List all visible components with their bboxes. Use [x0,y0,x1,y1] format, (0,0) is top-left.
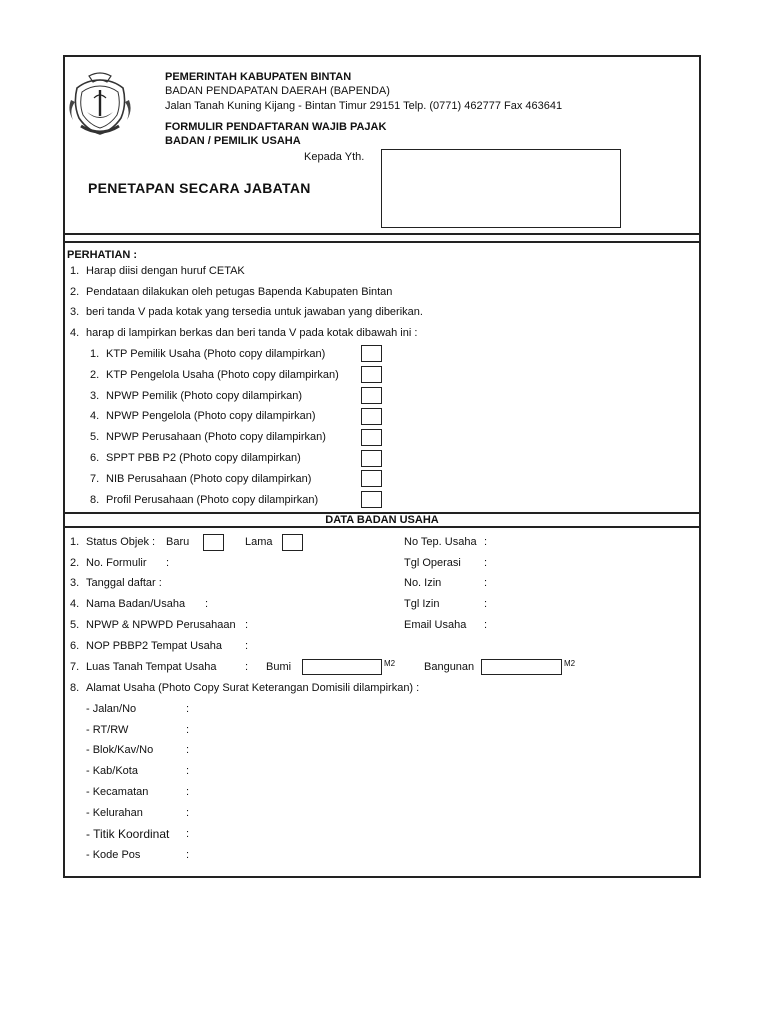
status-baru-checkbox[interactable] [203,534,224,551]
perhatian-heading: PERHATIAN : [67,249,138,261]
no-tep-usaha-colon: : [484,536,488,548]
regional-emblem-icon [67,68,133,138]
nop-pbbp2-label: NOP PBBP2 Tempat Usaha [86,640,222,652]
perhatian-text-4: harap di lampirkan berkas dan beri tanda V pada kotak dibawah ini : [86,327,418,339]
attachment-label-8: Profil Perusahaan (Photo copy dilampirkan) [106,494,319,506]
perhatian-num-1: 1. [70,265,80,277]
alamat-kelurahan-colon: : [186,807,190,819]
email-usaha-label: Email Usaha [404,619,467,631]
attachment-checkbox-1[interactable] [361,345,382,362]
alamat-jalan-colon: : [186,703,190,715]
npwp-npwpd-label: NPWP & NPWPD Perusahaan [86,619,236,631]
attachment-label-4: NPWP Pengelola (Photo copy dilampirkan) [106,410,316,422]
no-formulir-label: No. Formulir [86,557,147,569]
attachment-num-3: 3. [90,390,100,402]
field-num-2: 2. [70,557,80,569]
bumi-label: Bumi [266,661,292,673]
perhatian-text-1: Harap diisi dengan huruf CETAK [86,265,245,277]
attachment-checkbox-5[interactable] [361,429,382,446]
form-name: FORMULIR PENDAFTARAN WAJIB PAJAK [165,121,387,133]
alamat-rtrw-label: - RT/RW [86,724,129,736]
tgl-izin-colon: : [484,598,488,610]
alamat-koordinat-colon: : [186,828,190,840]
bangunan-unit: M2 [564,659,576,668]
alamat-jalan-label: - Jalan/No [86,703,137,715]
header-divider-2 [63,241,701,243]
alamat-blok-label: - Blok/Kav/No [86,744,154,756]
perhatian-num-2: 2. [70,286,80,298]
no-izin-colon: : [484,577,488,589]
email-usaha-colon: : [484,619,488,631]
alamat-koordinat-label: - Titik Koordinat [86,827,170,841]
alamat-rtrw-colon: : [186,724,190,736]
attachment-checkbox-4[interactable] [361,408,382,425]
alamat-blok-colon: : [186,744,190,756]
nama-badan-label: Nama Badan/Usaha [86,598,186,610]
attachment-label-1: KTP Pemilik Usaha (Photo copy dilampirkan) [106,348,326,360]
alamat-kabkota-colon: : [186,765,190,777]
npwp-npwpd-colon: : [245,619,249,631]
attachment-checkbox-2[interactable] [361,366,382,383]
luas-tanah-label: Luas Tanah Tempat Usaha [86,661,217,673]
no-tep-usaha-label: No Tep. Usaha [404,536,477,548]
alamat-kelurahan-label: - Kelurahan [86,807,143,819]
status-baru-label: Baru [166,536,190,548]
bangunan-input[interactable] [481,659,562,675]
alamat-kabkota-label: - Kab/Kota [86,765,138,777]
alamat-kecamatan-colon: : [186,786,190,798]
bumi-unit: M2 [384,659,396,668]
attachment-num-8: 8. [90,494,100,506]
tanggal-daftar-label: Tanggal daftar : [86,577,162,589]
header-address: Jalan Tanah Kuning Kijang - Bintan Timur 29151 Telp. (0771) 462777 Fax 463641 [165,100,563,112]
attachment-checkbox-3[interactable] [361,387,382,404]
page-title: PENETAPAN SECARA JABATAN [88,180,311,196]
attachment-num-1: 1. [90,348,100,360]
attachment-label-3: NPWP Pemilik (Photo copy dilampirkan) [106,390,303,402]
attachment-num-5: 5. [90,431,100,443]
field-num-7: 7. [70,661,80,673]
attachment-checkbox-7[interactable] [361,470,382,487]
bangunan-label: Bangunan [424,661,475,673]
attachment-label-5: NPWP Perusahaan (Photo copy dilampirkan) [106,431,326,443]
attachment-num-7: 7. [90,473,100,485]
field-num-1: 1. [70,536,80,548]
alamat-kodepos-label: - Kode Pos [86,849,141,861]
alamat-usaha-label: Alamat Usaha (Photo Copy Surat Keterangan Domisili dilampirkan) : [86,682,420,694]
field-num-3: 3. [70,577,80,589]
attachment-checkbox-8[interactable] [361,491,382,508]
attachment-label-2: KTP Pengelola Usaha (Photo copy dilampirkan) [106,369,339,381]
nop-pbbp2-colon: : [245,640,249,652]
data-usaha-heading: DATA BADAN USAHA [325,514,439,526]
tgl-operasi-colon: : [484,557,488,569]
attachment-num-6: 6. [90,452,100,464]
attachment-num-2: 2. [90,369,100,381]
perhatian-num-3: 3. [70,306,80,318]
field-num-4: 4. [70,598,80,610]
attachment-num-4: 4. [90,410,100,422]
header-government: PEMERINTAH KABUPATEN BINTAN [165,71,352,83]
field-num-8: 8. [70,682,80,694]
perhatian-num-4: 4. [70,327,80,339]
attachment-checkbox-6[interactable] [361,450,382,467]
attachment-label-6: SPPT PBB P2 (Photo copy dilampirkan) [106,452,301,464]
form-subname: BADAN / PEMILIK USAHA [165,135,301,147]
alamat-kecamatan-label: - Kecamatan [86,786,149,798]
tgl-izin-label: Tgl Izin [404,598,440,610]
header-agency: BADAN PENDAPATAN DAERAH (BAPENDA) [165,85,390,97]
field-num-5: 5. [70,619,80,631]
status-objek-label: Status Objek : [86,536,156,548]
luas-tanah-colon: : [245,661,249,673]
attachment-label-7: NIB Perusahaan (Photo copy dilampirkan) [106,473,312,485]
kepada-label: Kepada Yth. [304,151,365,163]
section-divider-2 [63,526,701,528]
no-formulir-colon: : [166,557,170,569]
bumi-input[interactable] [302,659,382,675]
recipient-box[interactable] [381,149,621,228]
no-izin-label: No. Izin [404,577,442,589]
status-lama-label: Lama [245,536,273,548]
nama-badan-colon: : [205,598,209,610]
perhatian-text-3: beri tanda V pada kotak yang tersedia untuk jawaban yang diberikan. [86,306,423,318]
field-num-6: 6. [70,640,80,652]
alamat-kodepos-colon: : [186,849,190,861]
perhatian-text-2: Pendataan dilakukan oleh petugas Bapenda Kabupaten Bintan [86,286,393,298]
header-divider-1 [63,233,701,235]
tgl-operasi-label: Tgl Operasi [404,557,461,569]
status-lama-checkbox[interactable] [282,534,303,551]
